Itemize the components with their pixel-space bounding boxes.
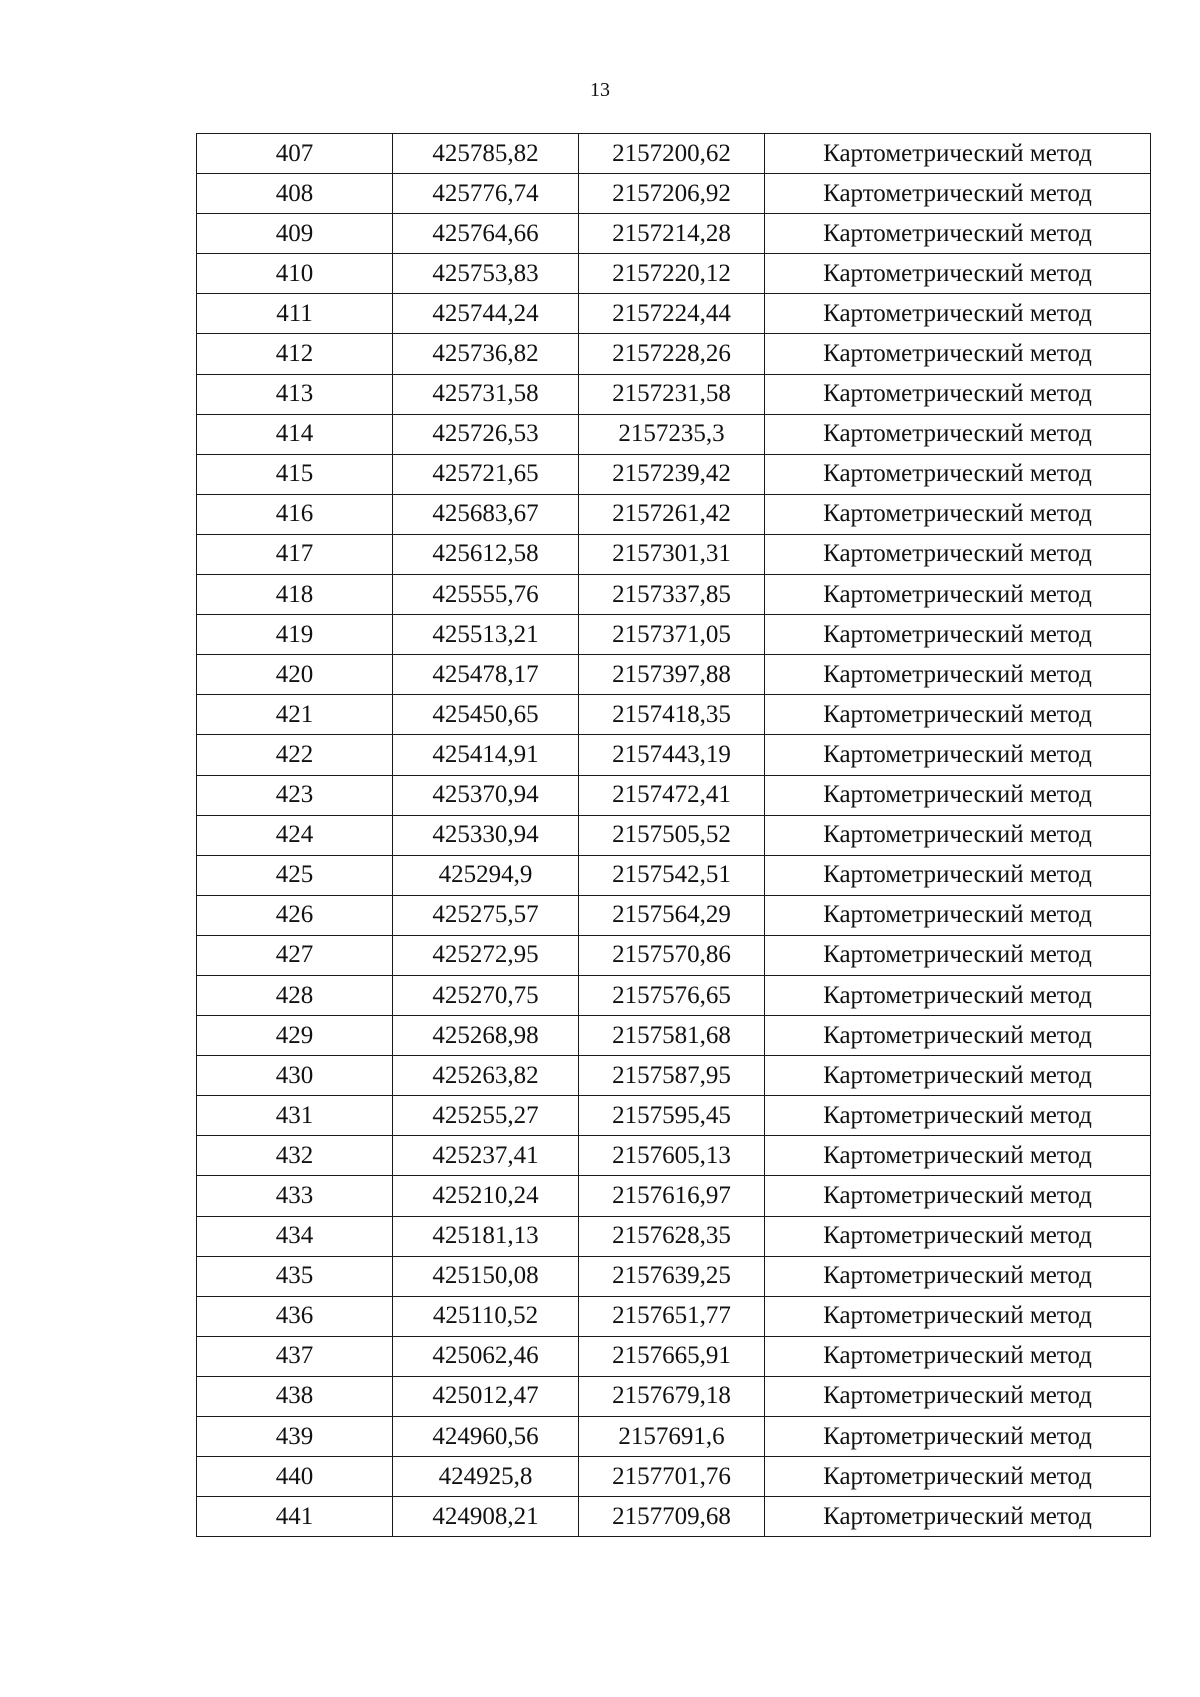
method-cell: Картометрический метод <box>765 254 1151 294</box>
point-number-cell: 410 <box>197 254 393 294</box>
method-cell: Картометрический метод <box>765 775 1151 815</box>
table-row <box>197 1216 1151 1256</box>
y-coordinate-cell: 2157235,3 <box>579 414 765 454</box>
method-cell: Картометрический метод <box>765 1096 1151 1136</box>
table-row <box>197 534 1151 574</box>
x-coordinate-cell: 425513,21 <box>393 615 579 655</box>
method-cell: Картометрический метод <box>765 655 1151 695</box>
table-row <box>197 615 1151 655</box>
y-coordinate-cell: 2157239,42 <box>579 454 765 494</box>
point-number-cell: 429 <box>197 1016 393 1056</box>
method-cell: Картометрический метод <box>765 575 1151 615</box>
x-coordinate-cell: 425330,94 <box>393 815 579 855</box>
y-coordinate-cell: 2157231,58 <box>579 374 765 414</box>
y-coordinate-cell: 2157206,92 <box>579 174 765 214</box>
point-number-cell: 425 <box>197 855 393 895</box>
point-number-cell: 426 <box>197 895 393 935</box>
point-number-cell: 422 <box>197 735 393 775</box>
method-cell: Картометрический метод <box>765 1336 1151 1376</box>
method-cell: Картометрический метод <box>765 454 1151 494</box>
point-number-cell: 433 <box>197 1176 393 1216</box>
point-number-cell: 435 <box>197 1256 393 1296</box>
x-coordinate-cell: 425731,58 <box>393 374 579 414</box>
point-number-cell: 408 <box>197 174 393 214</box>
method-cell: Картометрический метод <box>765 1417 1151 1457</box>
point-number-cell: 428 <box>197 975 393 1015</box>
y-coordinate-cell: 2157701,76 <box>579 1457 765 1497</box>
method-cell: Картометрический метод <box>765 174 1151 214</box>
table-row <box>197 214 1151 254</box>
method-cell: Картометрический метод <box>765 534 1151 574</box>
method-cell: Картометрический метод <box>765 414 1151 454</box>
method-cell: Картометрический метод <box>765 1056 1151 1096</box>
x-coordinate-cell: 425150,08 <box>393 1256 579 1296</box>
point-number-cell: 434 <box>197 1216 393 1256</box>
y-coordinate-cell: 2157337,85 <box>579 575 765 615</box>
y-coordinate-cell: 2157616,97 <box>579 1176 765 1216</box>
y-coordinate-cell: 2157397,88 <box>579 655 765 695</box>
method-cell: Картометрический метод <box>765 615 1151 655</box>
table-row <box>197 895 1151 935</box>
table-row <box>197 1056 1151 1096</box>
y-coordinate-cell: 2157224,44 <box>579 294 765 334</box>
y-coordinate-cell: 2157542,51 <box>579 855 765 895</box>
table-row <box>197 1016 1151 1056</box>
point-number-cell: 436 <box>197 1296 393 1336</box>
point-number-cell: 417 <box>197 534 393 574</box>
method-cell: Картометрический метод <box>765 935 1151 975</box>
method-cell: Картометрический метод <box>765 494 1151 534</box>
y-coordinate-cell: 2157576,65 <box>579 975 765 1015</box>
table-row <box>197 294 1151 334</box>
y-coordinate-cell: 2157639,25 <box>579 1256 765 1296</box>
method-cell: Картометрический метод <box>765 134 1151 174</box>
method-cell: Картометрический метод <box>765 1216 1151 1256</box>
table-row <box>197 1336 1151 1376</box>
y-coordinate-cell: 2157472,41 <box>579 775 765 815</box>
point-number-cell: 418 <box>197 575 393 615</box>
y-coordinate-cell: 2157220,12 <box>579 254 765 294</box>
page-number: 13 <box>590 79 610 101</box>
method-cell: Картометрический метод <box>765 815 1151 855</box>
point-number-cell: 427 <box>197 935 393 975</box>
method-cell: Картометрический метод <box>765 374 1151 414</box>
table-row <box>197 575 1151 615</box>
y-coordinate-cell: 2157628,35 <box>579 1216 765 1256</box>
point-number-cell: 437 <box>197 1336 393 1376</box>
y-coordinate-cell: 2157709,68 <box>579 1497 765 1537</box>
x-coordinate-cell: 425237,41 <box>393 1136 579 1176</box>
y-coordinate-cell: 2157595,45 <box>579 1096 765 1136</box>
x-coordinate-cell: 425612,58 <box>393 534 579 574</box>
y-coordinate-cell: 2157214,28 <box>579 214 765 254</box>
x-coordinate-cell: 425272,95 <box>393 935 579 975</box>
x-coordinate-cell: 425555,76 <box>393 575 579 615</box>
table-row <box>197 1136 1151 1176</box>
point-number-cell: 441 <box>197 1497 393 1537</box>
method-cell: Картометрический метод <box>765 214 1151 254</box>
x-coordinate-cell: 425012,47 <box>393 1376 579 1416</box>
point-number-cell: 439 <box>197 1417 393 1457</box>
method-cell: Картометрический метод <box>765 975 1151 1015</box>
y-coordinate-cell: 2157261,42 <box>579 494 765 534</box>
point-number-cell: 440 <box>197 1457 393 1497</box>
x-coordinate-cell: 424960,56 <box>393 1417 579 1457</box>
point-number-cell: 424 <box>197 815 393 855</box>
table-row <box>197 935 1151 975</box>
table-row <box>197 1296 1151 1336</box>
point-number-cell: 431 <box>197 1096 393 1136</box>
x-coordinate-cell: 425210,24 <box>393 1176 579 1216</box>
y-coordinate-cell: 2157371,05 <box>579 615 765 655</box>
y-coordinate-cell: 2157564,29 <box>579 895 765 935</box>
x-coordinate-cell: 425294,9 <box>393 855 579 895</box>
method-cell: Картометрический метод <box>765 1176 1151 1216</box>
x-coordinate-cell: 425181,13 <box>393 1216 579 1256</box>
y-coordinate-cell: 2157443,19 <box>579 735 765 775</box>
method-cell: Картометрический метод <box>765 1497 1151 1537</box>
table-row <box>197 254 1151 294</box>
table-row <box>197 655 1151 695</box>
point-number-cell: 438 <box>197 1376 393 1416</box>
table-row <box>197 1096 1151 1136</box>
x-coordinate-cell: 425785,82 <box>393 134 579 174</box>
table-row <box>197 414 1151 454</box>
table-row <box>197 454 1151 494</box>
method-cell: Картометрический метод <box>765 334 1151 374</box>
point-number-cell: 407 <box>197 134 393 174</box>
point-number-cell: 409 <box>197 214 393 254</box>
table-row <box>197 1497 1151 1537</box>
point-number-cell: 416 <box>197 494 393 534</box>
y-coordinate-cell: 2157605,13 <box>579 1136 765 1176</box>
x-coordinate-cell: 425110,52 <box>393 1296 579 1336</box>
point-number-cell: 432 <box>197 1136 393 1176</box>
method-cell: Картометрический метод <box>765 1376 1151 1416</box>
point-number-cell: 411 <box>197 294 393 334</box>
table-row <box>197 1457 1151 1497</box>
y-coordinate-cell: 2157570,86 <box>579 935 765 975</box>
point-number-cell: 420 <box>197 655 393 695</box>
table-row <box>197 1376 1151 1416</box>
point-number-cell: 414 <box>197 414 393 454</box>
method-cell: Картометрический метод <box>765 695 1151 735</box>
y-coordinate-cell: 2157691,6 <box>579 1417 765 1457</box>
x-coordinate-cell: 425270,75 <box>393 975 579 1015</box>
x-coordinate-cell: 424908,21 <box>393 1497 579 1537</box>
y-coordinate-cell: 2157665,91 <box>579 1336 765 1376</box>
x-coordinate-cell: 424925,8 <box>393 1457 579 1497</box>
x-coordinate-cell: 425450,65 <box>393 695 579 735</box>
method-cell: Картометрический метод <box>765 294 1151 334</box>
x-coordinate-cell: 425370,94 <box>393 775 579 815</box>
y-coordinate-cell: 2157651,77 <box>579 1296 765 1336</box>
point-number-cell: 413 <box>197 374 393 414</box>
table-row <box>197 174 1151 214</box>
table-row <box>197 494 1151 534</box>
y-coordinate-cell: 2157505,52 <box>579 815 765 855</box>
point-number-cell: 430 <box>197 1056 393 1096</box>
x-coordinate-cell: 425736,82 <box>393 334 579 374</box>
x-coordinate-cell: 425255,27 <box>393 1096 579 1136</box>
table-row <box>197 334 1151 374</box>
x-coordinate-cell: 425683,67 <box>393 494 579 534</box>
x-coordinate-cell: 425275,57 <box>393 895 579 935</box>
table-body <box>197 134 1151 1537</box>
method-cell: Картометрический метод <box>765 735 1151 775</box>
point-number-cell: 412 <box>197 334 393 374</box>
table-row <box>197 695 1151 735</box>
point-number-cell: 419 <box>197 615 393 655</box>
y-coordinate-cell: 2157418,35 <box>579 695 765 735</box>
table-row <box>197 855 1151 895</box>
table-row <box>197 975 1151 1015</box>
y-coordinate-cell: 2157587,95 <box>579 1056 765 1096</box>
method-cell: Картометрический метод <box>765 1296 1151 1336</box>
method-cell: Картометрический метод <box>765 895 1151 935</box>
y-coordinate-cell: 2157679,18 <box>579 1376 765 1416</box>
table-row <box>197 775 1151 815</box>
table-row <box>197 815 1151 855</box>
x-coordinate-cell: 425776,74 <box>393 174 579 214</box>
method-cell: Картометрический метод <box>765 1256 1151 1296</box>
table-row <box>197 1256 1151 1296</box>
y-coordinate-cell: 2157228,26 <box>579 334 765 374</box>
x-coordinate-cell: 425764,66 <box>393 214 579 254</box>
x-coordinate-cell: 425478,17 <box>393 655 579 695</box>
method-cell: Картометрический метод <box>765 1016 1151 1056</box>
method-cell: Картометрический метод <box>765 855 1151 895</box>
x-coordinate-cell: 425721,65 <box>393 454 579 494</box>
point-number-cell: 423 <box>197 775 393 815</box>
method-cell: Картометрический метод <box>765 1136 1151 1176</box>
table-row <box>197 735 1151 775</box>
coordinates-table <box>196 133 1151 1537</box>
x-coordinate-cell: 425753,83 <box>393 254 579 294</box>
point-number-cell: 415 <box>197 454 393 494</box>
table-row <box>197 134 1151 174</box>
method-cell: Картометрический метод <box>765 1457 1151 1497</box>
x-coordinate-cell: 425268,98 <box>393 1016 579 1056</box>
table-row <box>197 1176 1151 1216</box>
point-number-cell: 421 <box>197 695 393 735</box>
table-row <box>197 374 1151 414</box>
x-coordinate-cell: 425062,46 <box>393 1336 579 1376</box>
x-coordinate-cell: 425414,91 <box>393 735 579 775</box>
x-coordinate-cell: 425263,82 <box>393 1056 579 1096</box>
y-coordinate-cell: 2157301,31 <box>579 534 765 574</box>
y-coordinate-cell: 2157581,68 <box>579 1016 765 1056</box>
x-coordinate-cell: 425726,53 <box>393 414 579 454</box>
table-row <box>197 1417 1151 1457</box>
x-coordinate-cell: 425744,24 <box>393 294 579 334</box>
y-coordinate-cell: 2157200,62 <box>579 134 765 174</box>
